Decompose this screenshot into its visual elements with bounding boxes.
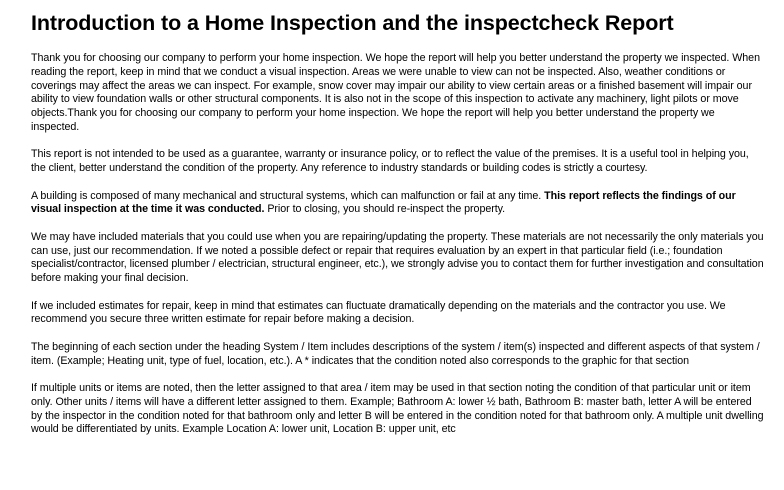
paragraph-building-systems-tail: Prior to closing, you should re-inspect the property. bbox=[264, 203, 506, 216]
paragraph-multiple-units: If multiple units or items are noted, then the letter assigned to that area / item may be used in that section noting the condition of that particular unit or item only. Other units / items will have a different letter assigned to them. Example; Bathroom A: lower ½ bath, Bathroom B: master bath, letter A will be entered by the inspector in the condition noted for that bathroom only and letter B will be entered in the condition noted for that bathroom only. A multiple unit dwelling would be differentiated by units. Example Location A: lower unit, Location B: upper unit, etc bbox=[31, 381, 764, 436]
paragraph-building-systems-text: A building is composed of many mechanical and structural systems, which can malfunction or fail at any time. bbox=[31, 189, 545, 202]
paragraph-section-headings: The beginning of each section under the heading System / Item includes descriptions of the system / item(s) inspected and different aspects of that system / item. (Example; Heating unit, type of fuel, location, etc.). A * indicates that the condition noted also corresponds to the graphic for that section bbox=[31, 340, 760, 367]
paragraph-building-systems-emphasis: This report reflects the findings of our visual inspection at the time it was conducted. bbox=[31, 189, 736, 216]
paragraph-disclaimer: This report is not intended to be used as a guarantee, warranty or insurance policy, or to reflect the value of the premises. It is a useful tool in helping you, the client, better understand the condition of the property. Any reference to industry standards or building codes is strictly a courtesy. bbox=[31, 148, 749, 175]
paragraph-building-systems bbox=[31, 190, 764, 218]
paragraph-materials: We may have included materials that you could use when you are repairing/updating the property. These materials are not necessarily the only materials you can use, just our recommendation. If we noted a possible defect or repair that requires evaluation by an expert in that particular field (i.e.; foundation specialist/contractor, licensed plumber / electrician, structural engineer, etc.), we strongly advise you to contact them for further investigation and consultation before making your final decision. bbox=[31, 230, 764, 285]
paragraph-estimates: If we included estimates for repair, keep in mind that estimates can fluctuate dramatically depending on the materials and the contractor you use. We recommend you secure three written estimate for repair before making a decision. bbox=[31, 299, 726, 326]
document-title: Introduction to a Home Inspection and the inspectcheck Report bbox=[31, 11, 674, 35]
paragraph-intro: Thank you for choosing our company to perform your home inspection. We hope the report will help you better understand the property we inspected. When reading the report, keep in mind that we conduct a visual inspection. Areas we were unable to view can not be inspected. Also, weather conditions or coverings may affect the areas we can inspect. For example, snow cover may impair our ability to view certain areas or a finished basement will impair our ability to view foundation walls or other structural components. It is also not in the scope of this inspection to activate any machinery, light pilots or move objects.Thank you for choosing our company to perform your home inspection. We hope the report will help you better understand the property we inspected. bbox=[31, 52, 760, 133]
